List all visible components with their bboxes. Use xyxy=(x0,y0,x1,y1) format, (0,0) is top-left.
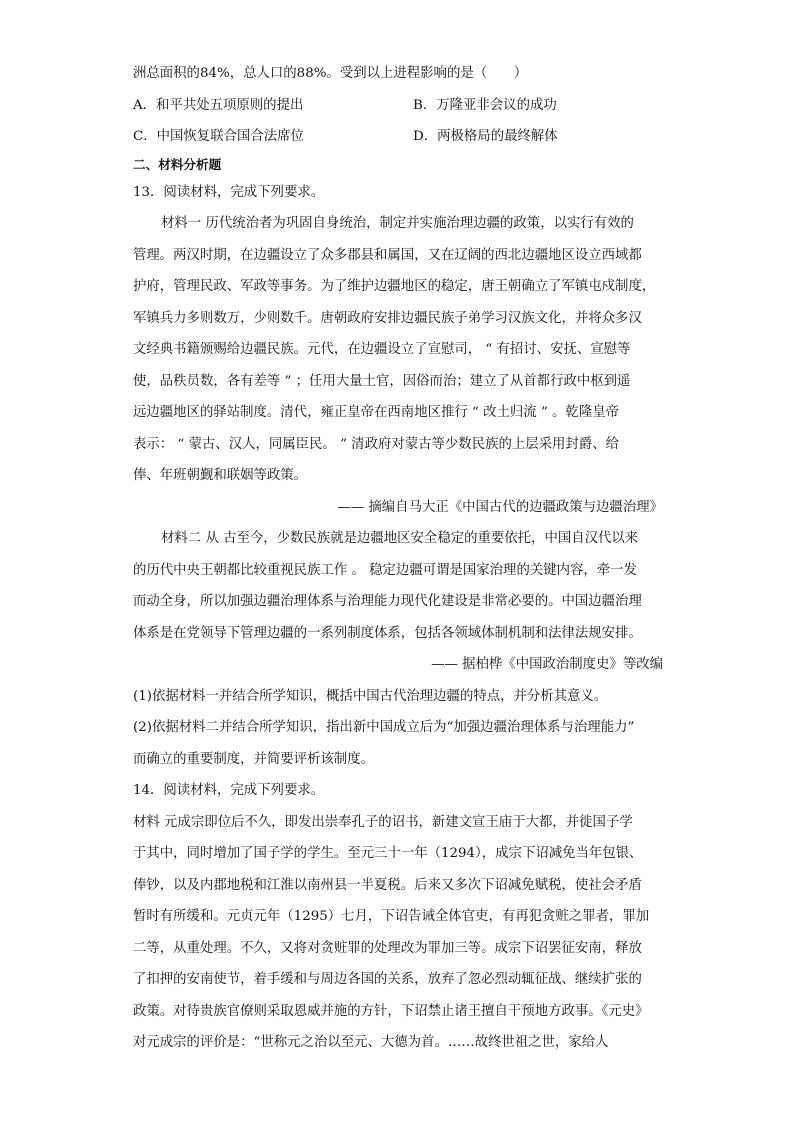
option-b: B．万隆亚非会议的成功 xyxy=(413,97,557,113)
q13-material-1 xyxy=(133,208,663,492)
material-line: 政策。对待贵族官僚则采取恩威并施的方针，下诏禁止诸王擅自干预地方政事。《元史》 xyxy=(133,1003,649,1019)
material-line: 俸、年班朝觐和联姻等政策。 xyxy=(133,468,308,483)
material-line: 军镇兵力多则数万，少则数千。唐朝政府安排边疆民族子弟学习汉族文化，并将众多汉 xyxy=(133,310,642,326)
q12-stem-tail: 洲总面积的84%，总人口的88%。受到以上进程影响的是（ ） xyxy=(133,66,528,81)
q12-options-row-1 xyxy=(133,90,663,122)
material-line: 二等，从重处理。不久，又将对贪赃罪的处理改为罪加三等。成宗下诏罢征安南，释放 xyxy=(133,940,642,956)
section-title: 二、材料分析题 xyxy=(133,156,222,172)
q14-material xyxy=(133,807,663,1059)
q13-material-2 xyxy=(133,523,663,649)
material-line: 对元成宗的评价是：“世称元之治以至元、大德为首。……故终世祖之世，家给人 xyxy=(133,1035,609,1050)
material-line: 材料 元成宗即位后不久，即发出崇奉孔子的诏书，新建文宣王庙于大都，并徙国子学 xyxy=(133,814,633,830)
material-line: 材料一 历代统治者为巩固自身统治，制定并实施治理边疆的政策，以实行有效的 xyxy=(161,216,634,231)
material-line: 于其中，同时增加了国子学的学生。至元三十一年（1294），成宗下诏减免当年包银、 xyxy=(133,846,643,861)
q13-stem: 13．阅读材料，完成下列要求。 xyxy=(133,184,325,200)
material-line: 表示： “ 蒙古、汉人，同属臣民。 ” 清政府对蒙古等少数民族的上层采用封爵、给 xyxy=(133,436,619,452)
material-2-source: —— 据柏桦《中国政治制度史》等改编 xyxy=(431,657,663,672)
document-page xyxy=(133,58,663,1059)
material-line: 文经典书籍颁赐给边疆民族。元代，在边疆设立了宣慰司， “ 有招讨、安抚、宣慰等 xyxy=(133,342,631,357)
material-line: 而动全身，所以加强边疆治理体系与治理能力现代化建设是非常必要的。中国边疆治理 xyxy=(133,594,642,609)
option-c: C．中国恢复联合国合法席位 xyxy=(133,129,304,144)
material-line: 了扣押的安南使节，着手缓和与周边各国的关系，放弃了忽必烈动辄征战、继续扩张的 xyxy=(133,972,642,987)
material-line: 管理。两汉时期，在边疆设立了众多郡县和属国，又在辽阔的西北边疆地区设立西域都 xyxy=(133,247,642,263)
material-1-source: —— 摘编自马大正《中国古代的边疆政策与边疆治理》 xyxy=(337,499,663,515)
q13-question-1: (1)依据材料一并结合所学知识，概括中国古代治理边疆的特点，并分析其意义。 xyxy=(133,688,608,704)
option-d: D．两极格局的最终解体 xyxy=(413,129,558,144)
material-line: 护府，管理民政、军政等事务。为了维护边疆地区的稳定，唐王朝确立了军镇屯戍制度， xyxy=(133,279,656,294)
material-line: 材料二 从 古至今，少数民族就是边疆地区安全稳定的重要依托，中国自汉代以来 xyxy=(161,531,639,546)
material-line: 暂时有所缓和。元贞元年（1295）七月，下诏告诫全体官吏，有再犯贪赃之罪者，罪加 xyxy=(133,909,650,924)
material-line: 的历代中央王朝都比较重视民族工作 。 稳定边疆可谓是国家治理的关键内容，牵一发 xyxy=(133,562,637,578)
q13-question-2: (2)依据材料二并结合所学知识，指出新中国成立后为“加强边疆治理体系与治理能力” xyxy=(133,720,635,735)
material-line: 使，品秩员数，各有差等 ” ；任用大量土官，因俗而治；建立了从首都行政中枢到遥 xyxy=(133,373,631,389)
option-a: A．和平共处五项原则的提出 xyxy=(133,97,304,113)
material-line: 体系是在党领导下管理边疆的一系列制度体系，包括各领域体制机制和法律法规安排。 xyxy=(133,625,642,641)
material-line: 远边疆地区的驿站制度。清代，雍正皇帝在西南地区推行 “ 改土归流 ” 。乾隆皇帝 xyxy=(133,405,619,420)
material-line: 俸钞，以及内郡地税和江淮以南州县一半夏税。后来又多次下诏减免赋税，使社会矛盾 xyxy=(133,877,642,893)
q13-question-2-cont: 而确立的重要制度，并简要评析该制度。 xyxy=(133,751,375,767)
q14-stem: 14．阅读材料，完成下列要求。 xyxy=(133,783,325,798)
q12-options-row-2 xyxy=(133,121,663,153)
